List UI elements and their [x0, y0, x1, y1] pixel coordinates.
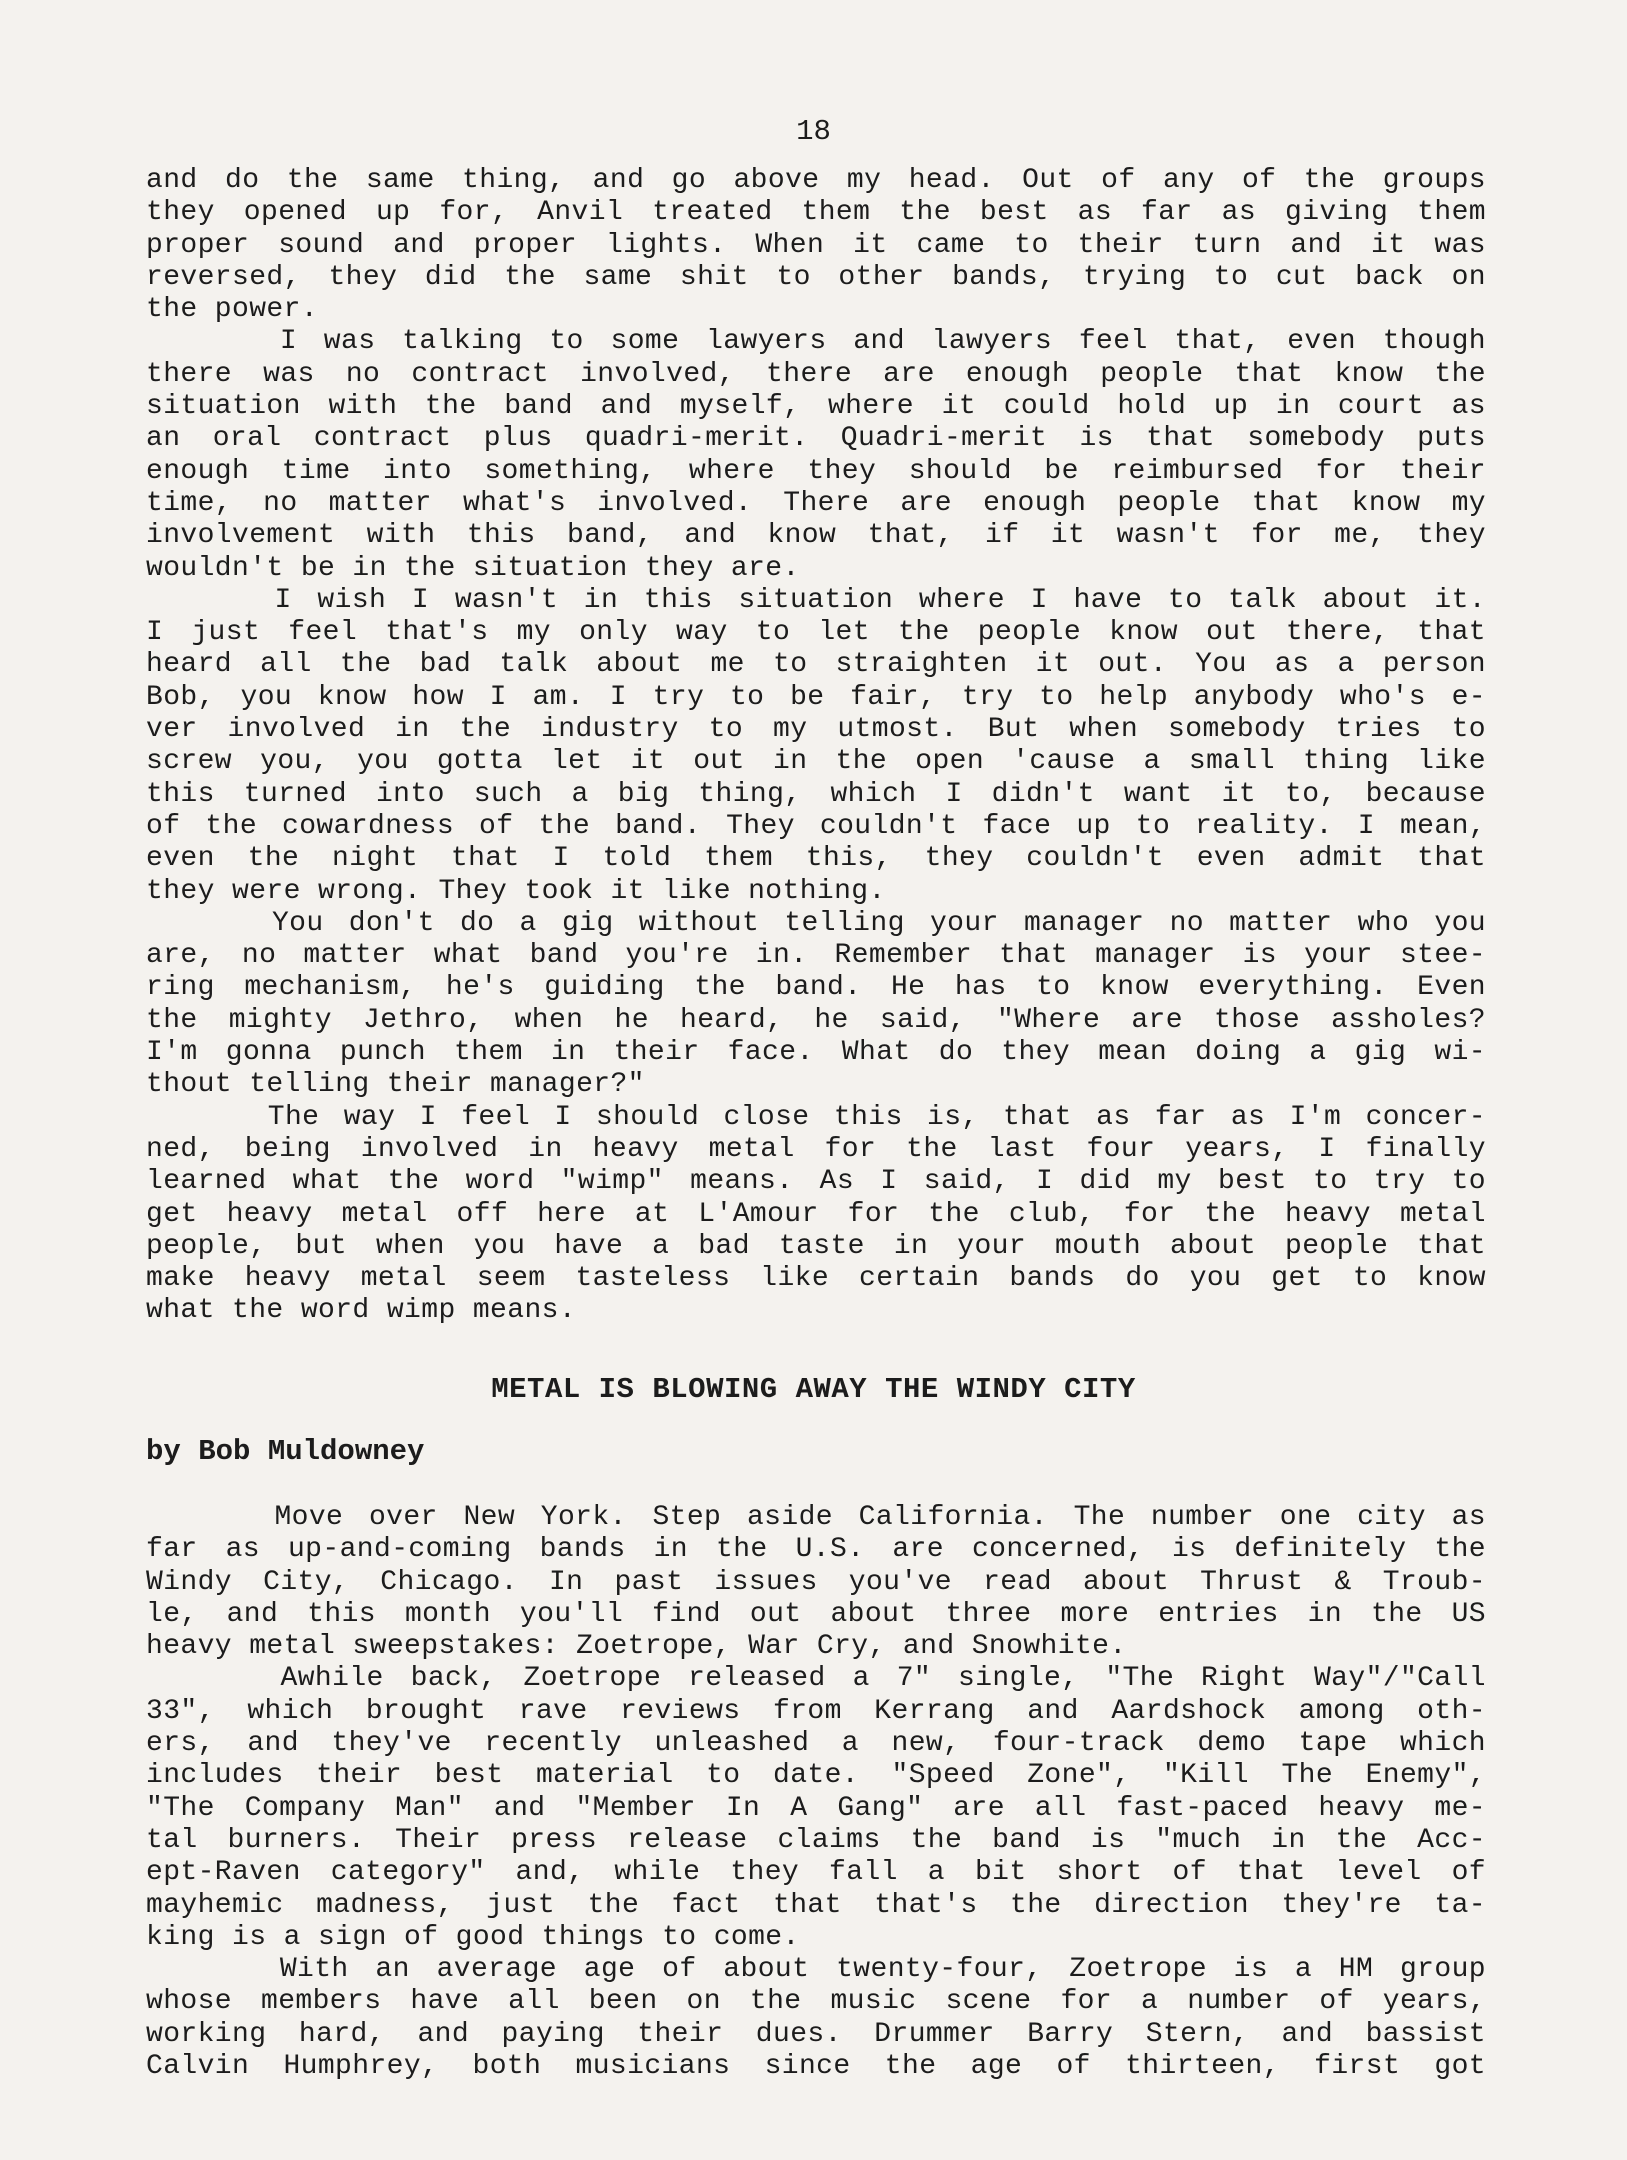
text-line: Move over New York. Step aside California. The number one city as	[146, 1502, 1486, 1533]
paragraph	[146, 585, 1486, 908]
text-line: learned what the word "wimp" means. As I said, I did my best to try to	[146, 1166, 1486, 1198]
text-line: You don't do a gig without telling your manager no matter who you	[146, 907, 1486, 939]
text-line: people, but when you have a bad taste in your mouth about people that	[146, 1230, 1486, 1262]
text-line: Calvin Humphrey, both musicians since the age of thirteen, first got	[146, 2051, 1486, 2083]
text-line: heard all the bad talk about me to straighten it out. You as a person	[146, 649, 1486, 681]
text-line: are, no matter what band you're in. Remember that manager is your stee-	[146, 940, 1486, 972]
text-line: reversed, they did the same shit to other bands, trying to cut back on	[146, 261, 1486, 293]
text-line: I just feel that's my only way to let the people know out there, that	[146, 617, 1486, 649]
text-line: ned, being involved in heavy metal for the last four years, I finally	[146, 1133, 1486, 1165]
text-line: of the cowardness of the band. They couldn't face up to reality. I mean,	[146, 810, 1486, 842]
text-line: heavy metal sweepstakes: Zoetrope, War Cry, and Snowhite.	[146, 1631, 1127, 1663]
text-line: an oral contract plus quadri-merit. Quadri-merit is that somebody puts	[146, 423, 1486, 455]
text-line: mayhemic madness, just the fact that that's the direction they're ta-	[146, 1889, 1486, 1921]
text-line: I'm gonna punch them in their face. What do they mean doing a gig wi-	[146, 1037, 1486, 1069]
text-line: The way I feel I should close this is, that as far as I'm concer-	[146, 1101, 1486, 1133]
text-line: Windy City, Chicago. In past issues you've read about Thrust & Troub-	[146, 1566, 1486, 1598]
text-line: the mighty Jethro, when he heard, he said, "Where are those assholes?	[146, 1004, 1486, 1036]
paragraph	[146, 1502, 1486, 1663]
paragraph	[146, 165, 1486, 326]
text-line: I was talking to some lawyers and lawyers feel that, even though	[146, 326, 1486, 358]
text-line: ring mechanism, he's guiding the band. He has to know everything. Even	[146, 972, 1486, 1004]
text-line: they were wrong. They took it like nothing.	[146, 875, 886, 907]
text-line: this turned into such a big thing, which I didn't want it to, because	[146, 778, 1486, 810]
text-line: "The Company Man" and "Member In A Gang" are all fast-paced heavy me-	[146, 1792, 1486, 1824]
paragraph	[146, 1954, 1486, 2083]
text-line: thout telling their manager?"	[146, 1069, 645, 1101]
text-line: enough time into something, where they should be reimbursed for their	[146, 455, 1486, 487]
text-line: make heavy metal seem tasteless like certain bands do you get to know	[146, 1263, 1486, 1295]
text-line: ver involved in the industry to my utmost. But when somebody tries to	[146, 714, 1486, 746]
text-line: get heavy metal off here at L'Amour for the club, for the heavy metal	[146, 1198, 1486, 1230]
text-line: involvement with this band, and know that, if it wasn't for me, they	[146, 520, 1486, 552]
text-line: ers, and they've recently unleashed a new, four-track demo tape which	[146, 1728, 1486, 1760]
text-line: tal burners. Their press release claims the band is "much in the Acc-	[146, 1824, 1486, 1856]
text-line: working hard, and paying their dues. Drummer Barry Stern, and bassist	[146, 2018, 1486, 2050]
text-line: and do the same thing, and go above my head. Out of any of the groups	[146, 165, 1486, 196]
paragraph	[146, 908, 1486, 1102]
interview-text	[146, 165, 1486, 1328]
text-line: I wish I wasn't in this situation where I have to talk about it.	[146, 584, 1486, 616]
text-line: even the night that I told them this, they couldn't even admit that	[146, 843, 1486, 875]
text-line: the power.	[146, 294, 319, 326]
paragraph	[146, 1663, 1486, 1954]
text-line: Awhile back, Zoetrope released a 7" single, "The Right Way"/"Call	[146, 1663, 1486, 1695]
text-line: situation with the band and myself, where it could hold up in court as	[146, 391, 1486, 423]
text-line: far as up-and-coming bands in the U.S. are concerned, is definitely the	[146, 1534, 1486, 1566]
paragraph	[146, 1102, 1486, 1328]
text-line: there was no contract involved, there are enough people that know the	[146, 358, 1486, 390]
text-line: le, and this month you'll find out about three more entries in the US	[146, 1598, 1486, 1630]
text-line: time, no matter what's involved. There are enough people that know my	[146, 487, 1486, 519]
article-body	[146, 1502, 1486, 2083]
text-line: includes their best material to date. "Speed Zone", "Kill The Enemy",	[146, 1760, 1486, 1792]
text-line: With an average age of about twenty-four, Zoetrope is a HM group	[146, 1954, 1486, 1986]
text-line: wouldn't be in the situation they are.	[146, 552, 800, 584]
text-line: screw you, you gotta let it out in the open 'cause a small thing like	[146, 746, 1486, 778]
text-line: they opened up for, Anvil treated them the best as far as giving them	[146, 197, 1486, 229]
text-line: king is a sign of good things to come.	[146, 1921, 800, 1953]
text-line: whose members have all been on the music scene for a number of years,	[146, 1986, 1486, 2018]
text-line: ept-Raven category" and, while they fall a bit short of that level of	[146, 1857, 1486, 1889]
text-line: Bob, you know how I am. I try to be fair, try to help anybody who's e-	[146, 681, 1486, 713]
text-line: what the word wimp means.	[146, 1295, 577, 1327]
article-byline: by Bob Muldowney	[146, 1435, 425, 1468]
text-line: 33", which brought rave reviews from Kerrang and Aardshock among oth-	[146, 1695, 1486, 1727]
page-number: 18	[796, 115, 831, 148]
text-line: proper sound and proper lights. When it came to their turn and it was	[146, 229, 1486, 261]
article-title: METAL IS BLOWING AWAY THE WINDY CITY	[491, 1373, 1136, 1406]
paragraph	[146, 326, 1486, 584]
